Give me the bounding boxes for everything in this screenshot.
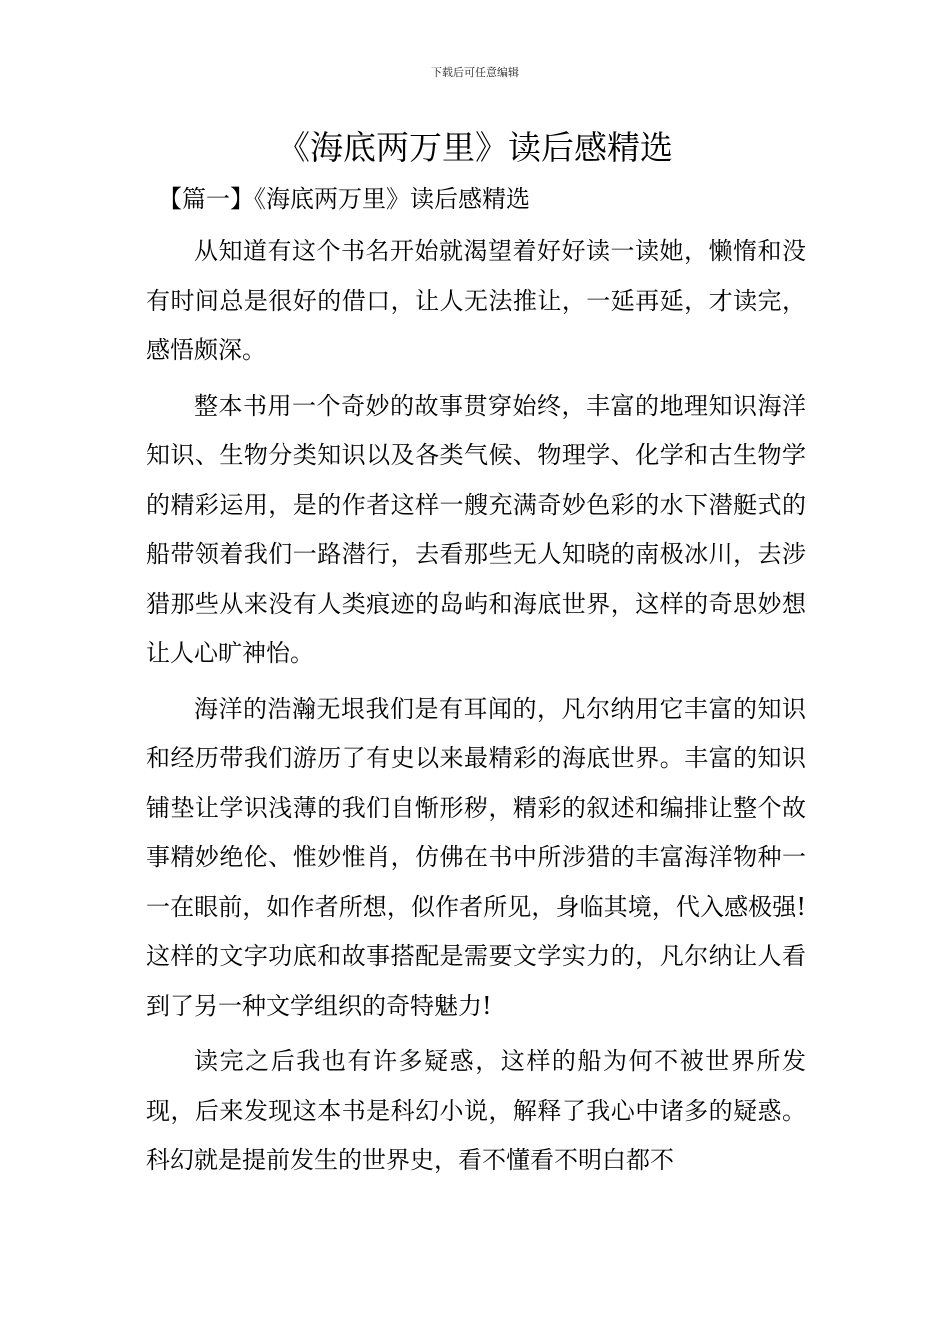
header-note: 下载后可任意编辑 <box>431 66 519 79</box>
paragraph-3: 海洋的浩瀚无垠我们是有耳闻的，凡尔纳用它丰富的知识和经历带我们游历了有史以来最精彩的海底世界。丰富的知识铺垫让学识浅薄的我们自惭形秽，精彩的叙述和编排让整个故事精妙绝伦、惟妙惟肖，仿佛在书中所涉猎的丰富海洋物种一一在眼前，如作者所想，似作者所见，身临其境，代入感极强!这样的文字功底和故事搭配是需要文学实力的，凡尔纳让人看到了另一种文学组织的奇特魅力! <box>146 694 806 1020</box>
paragraph-1: 从知道有这个书名开始就渴望着好好读一读她，懒惰和没有时间总是很好的借口，让人无法推让，一延再延，才读完，感悟颇深。 <box>146 237 806 364</box>
body-text <box>146 227 806 1186</box>
paragraph-4: 读完之后我也有许多疑惑，这样的船为何不被世界所发现，后来发现这本书是科幻小说，解释了我心中诸多的疑惑。科幻就是提前发生的世界史，看不懂看不明白都不 <box>146 1047 806 1174</box>
document-title: 《海底两万里》读后感精选 <box>277 128 673 167</box>
paragraph-2: 整本书用一个奇妙的故事贯穿始终，丰富的地理知识海洋知识、生物分类知识以及各类气候、物理学、化学和古生物学的精彩运用，是的作者这样一艘充满奇妙色彩的水下潜艇式的船带领着我们一路潜行，去看那些无人知晓的南极冰川，去涉猎那些从来没有人类痕迹的岛屿和海底世界，这样的奇思妙想让人心旷神怡。 <box>146 391 806 667</box>
section-heading: 【篇一】《海底两万里》读后感精选 <box>158 185 530 213</box>
